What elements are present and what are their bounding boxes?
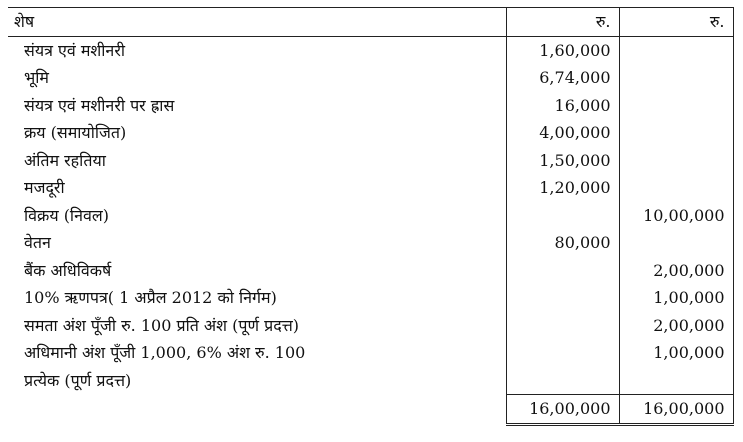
credit-amount: 2,00,000 — [619, 257, 733, 285]
total-credit: 16,00,000 — [619, 395, 733, 425]
account-label: अधिमानी अंश पूँजी 1,000, 6% अंश रु. 100 — [24, 343, 306, 362]
credit-amount — [619, 64, 733, 92]
total-debit: 16,00,000 — [506, 395, 619, 425]
credit-amount: 1,00,000 — [619, 284, 733, 312]
table-row — [8, 312, 733, 340]
credit-amount — [619, 147, 733, 175]
table-body — [8, 36, 733, 395]
table-row — [8, 174, 733, 202]
header-balance-label: शेष — [8, 8, 506, 37]
account-label: क्रय (समायोजित) — [24, 123, 127, 142]
account-label: 10% ऋणपत्र( 1 अप्रैल 2012 को निर्गम) — [24, 288, 277, 307]
table-row — [8, 229, 733, 257]
cropped-previous-line — [0, 0, 743, 6]
table-header-row — [8, 8, 733, 37]
credit-amount — [619, 36, 733, 64]
table-row — [8, 36, 733, 64]
account-label: भूमि — [24, 68, 49, 87]
table-row — [8, 284, 733, 312]
account-label: संयत्र एवं मशीनरी — [24, 40, 126, 60]
debit-amount — [506, 312, 619, 340]
credit-amount — [619, 119, 733, 147]
debit-amount — [506, 339, 619, 367]
table-row — [8, 367, 733, 395]
account-label: संयत्र एवं मशीनरी पर ह्रास — [24, 95, 175, 115]
debit-amount: 6,74,000 — [506, 64, 619, 92]
credit-amount: 10,00,000 — [619, 202, 733, 230]
debit-amount — [506, 284, 619, 312]
debit-amount: 80,000 — [506, 229, 619, 257]
trial-balance-table — [8, 7, 734, 426]
account-label: समता अंश पूँजी रु. 100 प्रति अंश (पूर्ण प्रदत्त) — [24, 315, 300, 335]
table-row — [8, 92, 733, 120]
account-label: अंतिम रहतिया — [24, 150, 106, 170]
account-label: मजदूरी — [24, 178, 65, 197]
account-label: विक्रय (निवल) — [24, 205, 109, 225]
credit-amount — [619, 174, 733, 202]
header-credit-currency: रु. — [619, 8, 733, 37]
table-row — [8, 257, 733, 285]
account-label: वेतन — [24, 233, 51, 252]
table-row — [8, 64, 733, 92]
credit-amount: 1,00,000 — [619, 339, 733, 367]
header-debit-currency: रु. — [506, 8, 619, 37]
account-label: बैंक अधिविकर्ष — [24, 260, 112, 280]
debit-amount: 1,20,000 — [506, 174, 619, 202]
debit-amount — [506, 257, 619, 285]
table-row — [8, 119, 733, 147]
table-row — [8, 202, 733, 230]
credit-amount — [619, 367, 733, 395]
credit-amount: 2,00,000 — [619, 312, 733, 340]
table-row — [8, 147, 733, 175]
credit-amount — [619, 92, 733, 120]
table-row — [8, 339, 733, 367]
debit-amount — [506, 202, 619, 230]
total-label-cell — [8, 395, 506, 425]
debit-amount: 4,00,000 — [506, 119, 619, 147]
account-label: प्रत्येक (पूर्ण प्रदत्त) — [24, 370, 132, 390]
debit-amount: 16,000 — [506, 92, 619, 120]
debit-amount: 1,50,000 — [506, 147, 619, 175]
debit-amount: 1,60,000 — [506, 36, 619, 64]
total-row — [8, 395, 733, 425]
debit-amount — [506, 367, 619, 395]
credit-amount — [619, 229, 733, 257]
